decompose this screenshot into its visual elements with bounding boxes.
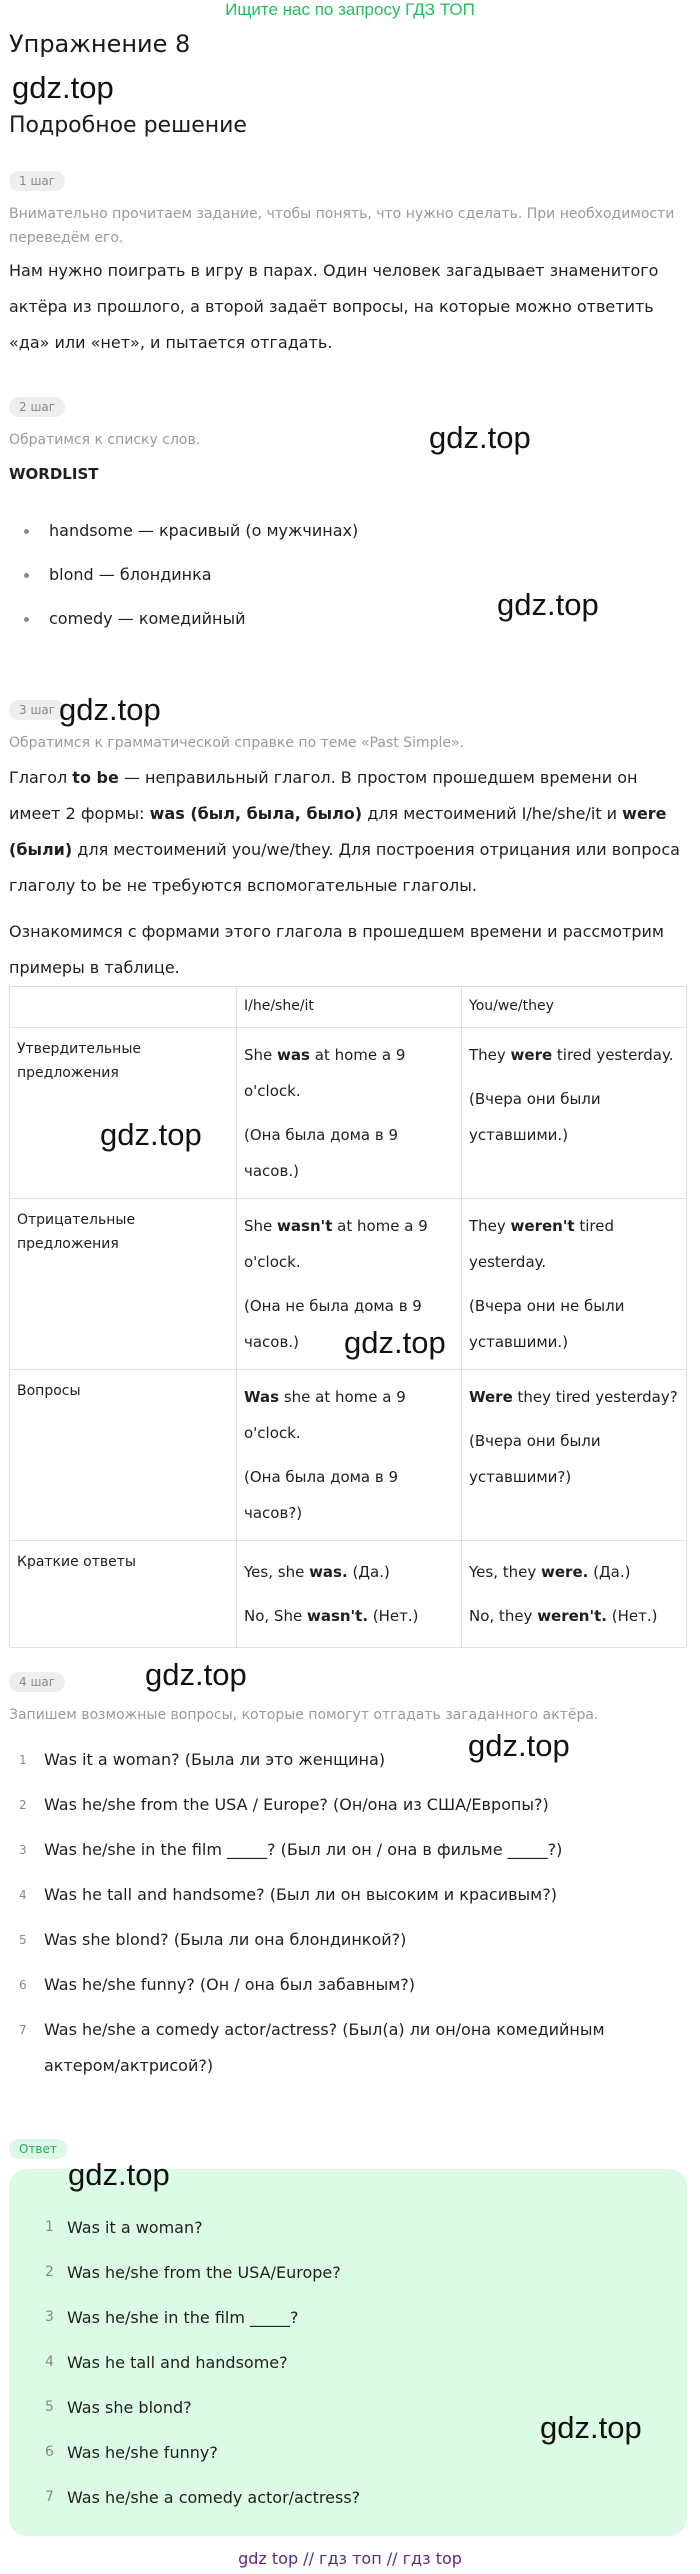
text-run: No, She	[244, 1607, 307, 1625]
column-header: You/we/they	[462, 987, 687, 1028]
watermark: gdz.top	[100, 1117, 202, 1152]
text-run: she at home a 9 o'clock.	[244, 1388, 406, 1442]
list-item: 7 Was he/she a comedy actor/actress?	[45, 2488, 361, 2507]
row-header: Краткие ответы	[10, 1541, 237, 1648]
text-run: to be	[72, 768, 119, 787]
text-run: wasn't	[277, 1217, 333, 1235]
text-run: Глагол	[9, 768, 73, 787]
step-pill: 1 шаг	[9, 171, 65, 191]
text-run: at home a 9 o'clock.	[244, 1046, 406, 1100]
text-run: They	[469, 1046, 511, 1064]
question-text: Was he/she a comedy actor/actress? (Был(а) ли он/она комедийным актером/актрисой?)	[44, 2020, 605, 2075]
list-item: 6 Was he/she funny? (Он / она был забавным?)	[19, 1975, 416, 1994]
table-cell	[462, 1541, 687, 1648]
text-run: weren't.	[537, 1607, 607, 1625]
step-4-hint: Запишем возможные вопросы, которые помогут отгадать загаданного актёра.	[9, 1707, 599, 1723]
page-title: Упражнение 8	[9, 30, 191, 58]
step-1-text: Нам нужно поиграть в игру в парах. Один человек загадывает знаменитого актёра из прошлого, а второй задаёт вопросы, на которые можно ответить «да» или «нет», и пытается отгадать.	[9, 261, 659, 352]
text-run: tired yesterday.	[469, 1217, 614, 1271]
row-header: Вопросы	[10, 1370, 237, 1541]
list-item: handsome — красивый (о мужчинах)	[9, 509, 609, 553]
question-text: Was he/she in the film _____? (Был ли он / она в фильме _____?)	[44, 1840, 563, 1859]
table-cell	[237, 1541, 462, 1648]
translation: (Она не была дома в 9 часов.)	[244, 1297, 422, 1351]
text-run: Yes, she	[244, 1563, 310, 1581]
text-run: wasn't.	[306, 1607, 369, 1625]
translation: (Она была дома в 9 часов.)	[244, 1126, 399, 1180]
step-3-section	[9, 699, 65, 718]
text-run: She	[244, 1217, 278, 1235]
step-1-section	[9, 170, 65, 189]
text-run: was	[277, 1046, 310, 1064]
list-item: 1 Was it a woman? (Была ли это женщина)	[19, 1750, 386, 1769]
step-4-section	[9, 1671, 65, 1690]
step-3-hint: Обратимся к грамматической справке по теме «Past Simple».	[9, 735, 464, 751]
step-3-intro: Ознакомимся с формами этого глагола в прошедшем времени и рассмотрим примеры в таблице.	[9, 922, 664, 977]
answer-text: Was he/she from the USA/Europe?	[67, 2263, 341, 2282]
text-run: were (были)	[9, 804, 667, 859]
text-run: tired yesterday.	[552, 1046, 674, 1064]
list-item: 7 Was he/she a comedy actor/actress? (Был(а) ли он/она комедийным актером/актрисой?)	[19, 2020, 605, 2075]
question-text: Was he/she funny? (Он / она был забавным?)	[44, 1975, 416, 1994]
text-run: (Нет.)	[368, 1607, 419, 1625]
column-header: I/he/she/it	[237, 987, 462, 1028]
list-item: 1 Was it a woman?	[45, 2218, 203, 2237]
answer-list	[9, 2205, 669, 2520]
table-row	[10, 1370, 687, 1541]
step-pill: 2 шаг	[9, 397, 65, 417]
answer-text: Was it a woman?	[67, 2218, 203, 2237]
text-run: were.	[541, 1563, 589, 1581]
table-cell	[462, 1370, 687, 1541]
list-item: blond — блондинка	[9, 553, 609, 597]
list-item: 4 Was he tall and handsome?	[45, 2353, 288, 2372]
questions-list	[9, 1742, 679, 2093]
list-item: 4 Was he tall and handsome? (Был ли он высоким и красивым?)	[19, 1885, 557, 1904]
watermark: gdz.top	[68, 2157, 170, 2192]
question-text: Was he tall and handsome? (Был ли он высоким и красивым?)	[44, 1885, 557, 1904]
list-item: 5 Was she blond?	[45, 2398, 192, 2417]
text-run: для местоимений you/we/they. Для построения отрицания или вопроса глаголу to be не требуются вспомогательные глаголы.	[9, 840, 680, 895]
question-text: Was he/she from the USA / Europe? (Он/она из США/Европы?)	[44, 1795, 549, 1814]
table-row	[10, 1028, 687, 1199]
row-header: Утвердительные предложения	[10, 1028, 237, 1199]
text-run: Yes, they	[469, 1563, 542, 1581]
step-2-hint: Обратимся к списку слов.	[9, 432, 201, 448]
list-item: 3 Was he/she in the film _____? (Был ли он / она в фильме _____?)	[19, 1840, 563, 1859]
watermark: gdz.top	[468, 1728, 570, 1763]
watermark: gdz.top	[429, 420, 531, 455]
answer-text: Was he/she a comedy actor/actress?	[67, 2488, 361, 2507]
text-run: (Да.)	[347, 1563, 390, 1581]
translation: (Вчера они не были уставшими.)	[469, 1297, 625, 1351]
watermark: gdz.top	[497, 587, 599, 622]
watermark: gdz.top	[540, 2410, 642, 2445]
solution-heading: Подробное решение	[9, 113, 247, 138]
text-run: they tired yesterday?	[512, 1388, 678, 1406]
text-run: was (был, была, было)	[149, 804, 363, 823]
list-item: comedy — комедийный	[9, 597, 609, 641]
list-item: 3 Was he/she in the film _____?	[45, 2308, 299, 2327]
table-cell	[462, 1028, 687, 1199]
table-cell	[237, 1028, 462, 1199]
text-run: at home a 9 o'clock.	[244, 1217, 428, 1271]
text-run: — неправильный глагол. В простом прошедшем времени он имеет 2 формы:	[9, 768, 638, 823]
text-run: для местоимений I/he/she/it и	[362, 804, 623, 823]
step-pill: 3 шаг	[9, 700, 65, 720]
table-cell	[462, 1199, 687, 1370]
text-run: were	[510, 1046, 553, 1064]
wordlist-heading: WORDLIST	[9, 465, 99, 483]
text-run: They	[469, 1217, 511, 1235]
grammar-table	[9, 986, 687, 1648]
table-row	[10, 1541, 687, 1648]
list-item: 2 Was he/she from the USA / Europe? (Он/она из США/Европы?)	[19, 1795, 549, 1814]
text-run: Was	[244, 1388, 280, 1406]
step-2-section	[9, 396, 65, 415]
text-run: Were	[469, 1388, 513, 1406]
answer-text: Was he/she funny?	[67, 2443, 218, 2462]
list-item: 6 Was he/she funny?	[45, 2443, 218, 2462]
watermark: gdz.top	[12, 70, 114, 105]
text-run: She	[244, 1046, 278, 1064]
search-banner: Ищите нас по запросу ГДЗ ТОП	[225, 0, 475, 19]
text-run: (Нет.)	[606, 1607, 658, 1625]
translation: (Вчера они были уставшими?)	[469, 1432, 601, 1486]
step-pill: 4 шаг	[9, 1672, 65, 1692]
text-run: weren't	[510, 1217, 575, 1235]
footer-links[interactable]: gdz top // гдз топ // гдз top	[238, 2549, 462, 2568]
translation: (Вчера они были уставшими.)	[469, 1090, 601, 1144]
list-item: 5 Was she blond? (Была ли она блондинкой?)	[19, 1930, 407, 1949]
answer-label	[9, 2138, 67, 2157]
table-cell	[237, 1370, 462, 1541]
step-1-hint: Внимательно прочитаем задание, чтобы понять, что нужно сделать. При необходимости переведём его.	[9, 206, 675, 246]
watermark: gdz.top	[59, 692, 161, 727]
translation: (Она была дома в 9 часов?)	[244, 1468, 399, 1522]
table-corner	[10, 987, 237, 1028]
answer-text: Was he tall and handsome?	[67, 2353, 288, 2372]
table-header-row	[10, 987, 687, 1028]
text-run: (Да.)	[588, 1563, 631, 1581]
answer-text: Was he/she in the film _____?	[67, 2308, 299, 2327]
question-text: Was she blond? (Была ли она блондинкой?)	[44, 1930, 407, 1949]
answer-pill: Ответ	[9, 2139, 67, 2159]
list-item: 2 Was he/she from the USA/Europe?	[45, 2263, 341, 2282]
answer-text: Was she blond?	[67, 2398, 192, 2417]
row-header: Отрицательные предложения	[10, 1199, 237, 1370]
text-run: No, they	[469, 1607, 538, 1625]
step-3-paragraph	[9, 760, 689, 904]
text-run: was.	[309, 1563, 348, 1581]
watermark: gdz.top	[145, 1657, 247, 1692]
question-text: Was it a woman? (Была ли это женщина)	[44, 1750, 386, 1769]
watermark: gdz.top	[344, 1325, 446, 1360]
